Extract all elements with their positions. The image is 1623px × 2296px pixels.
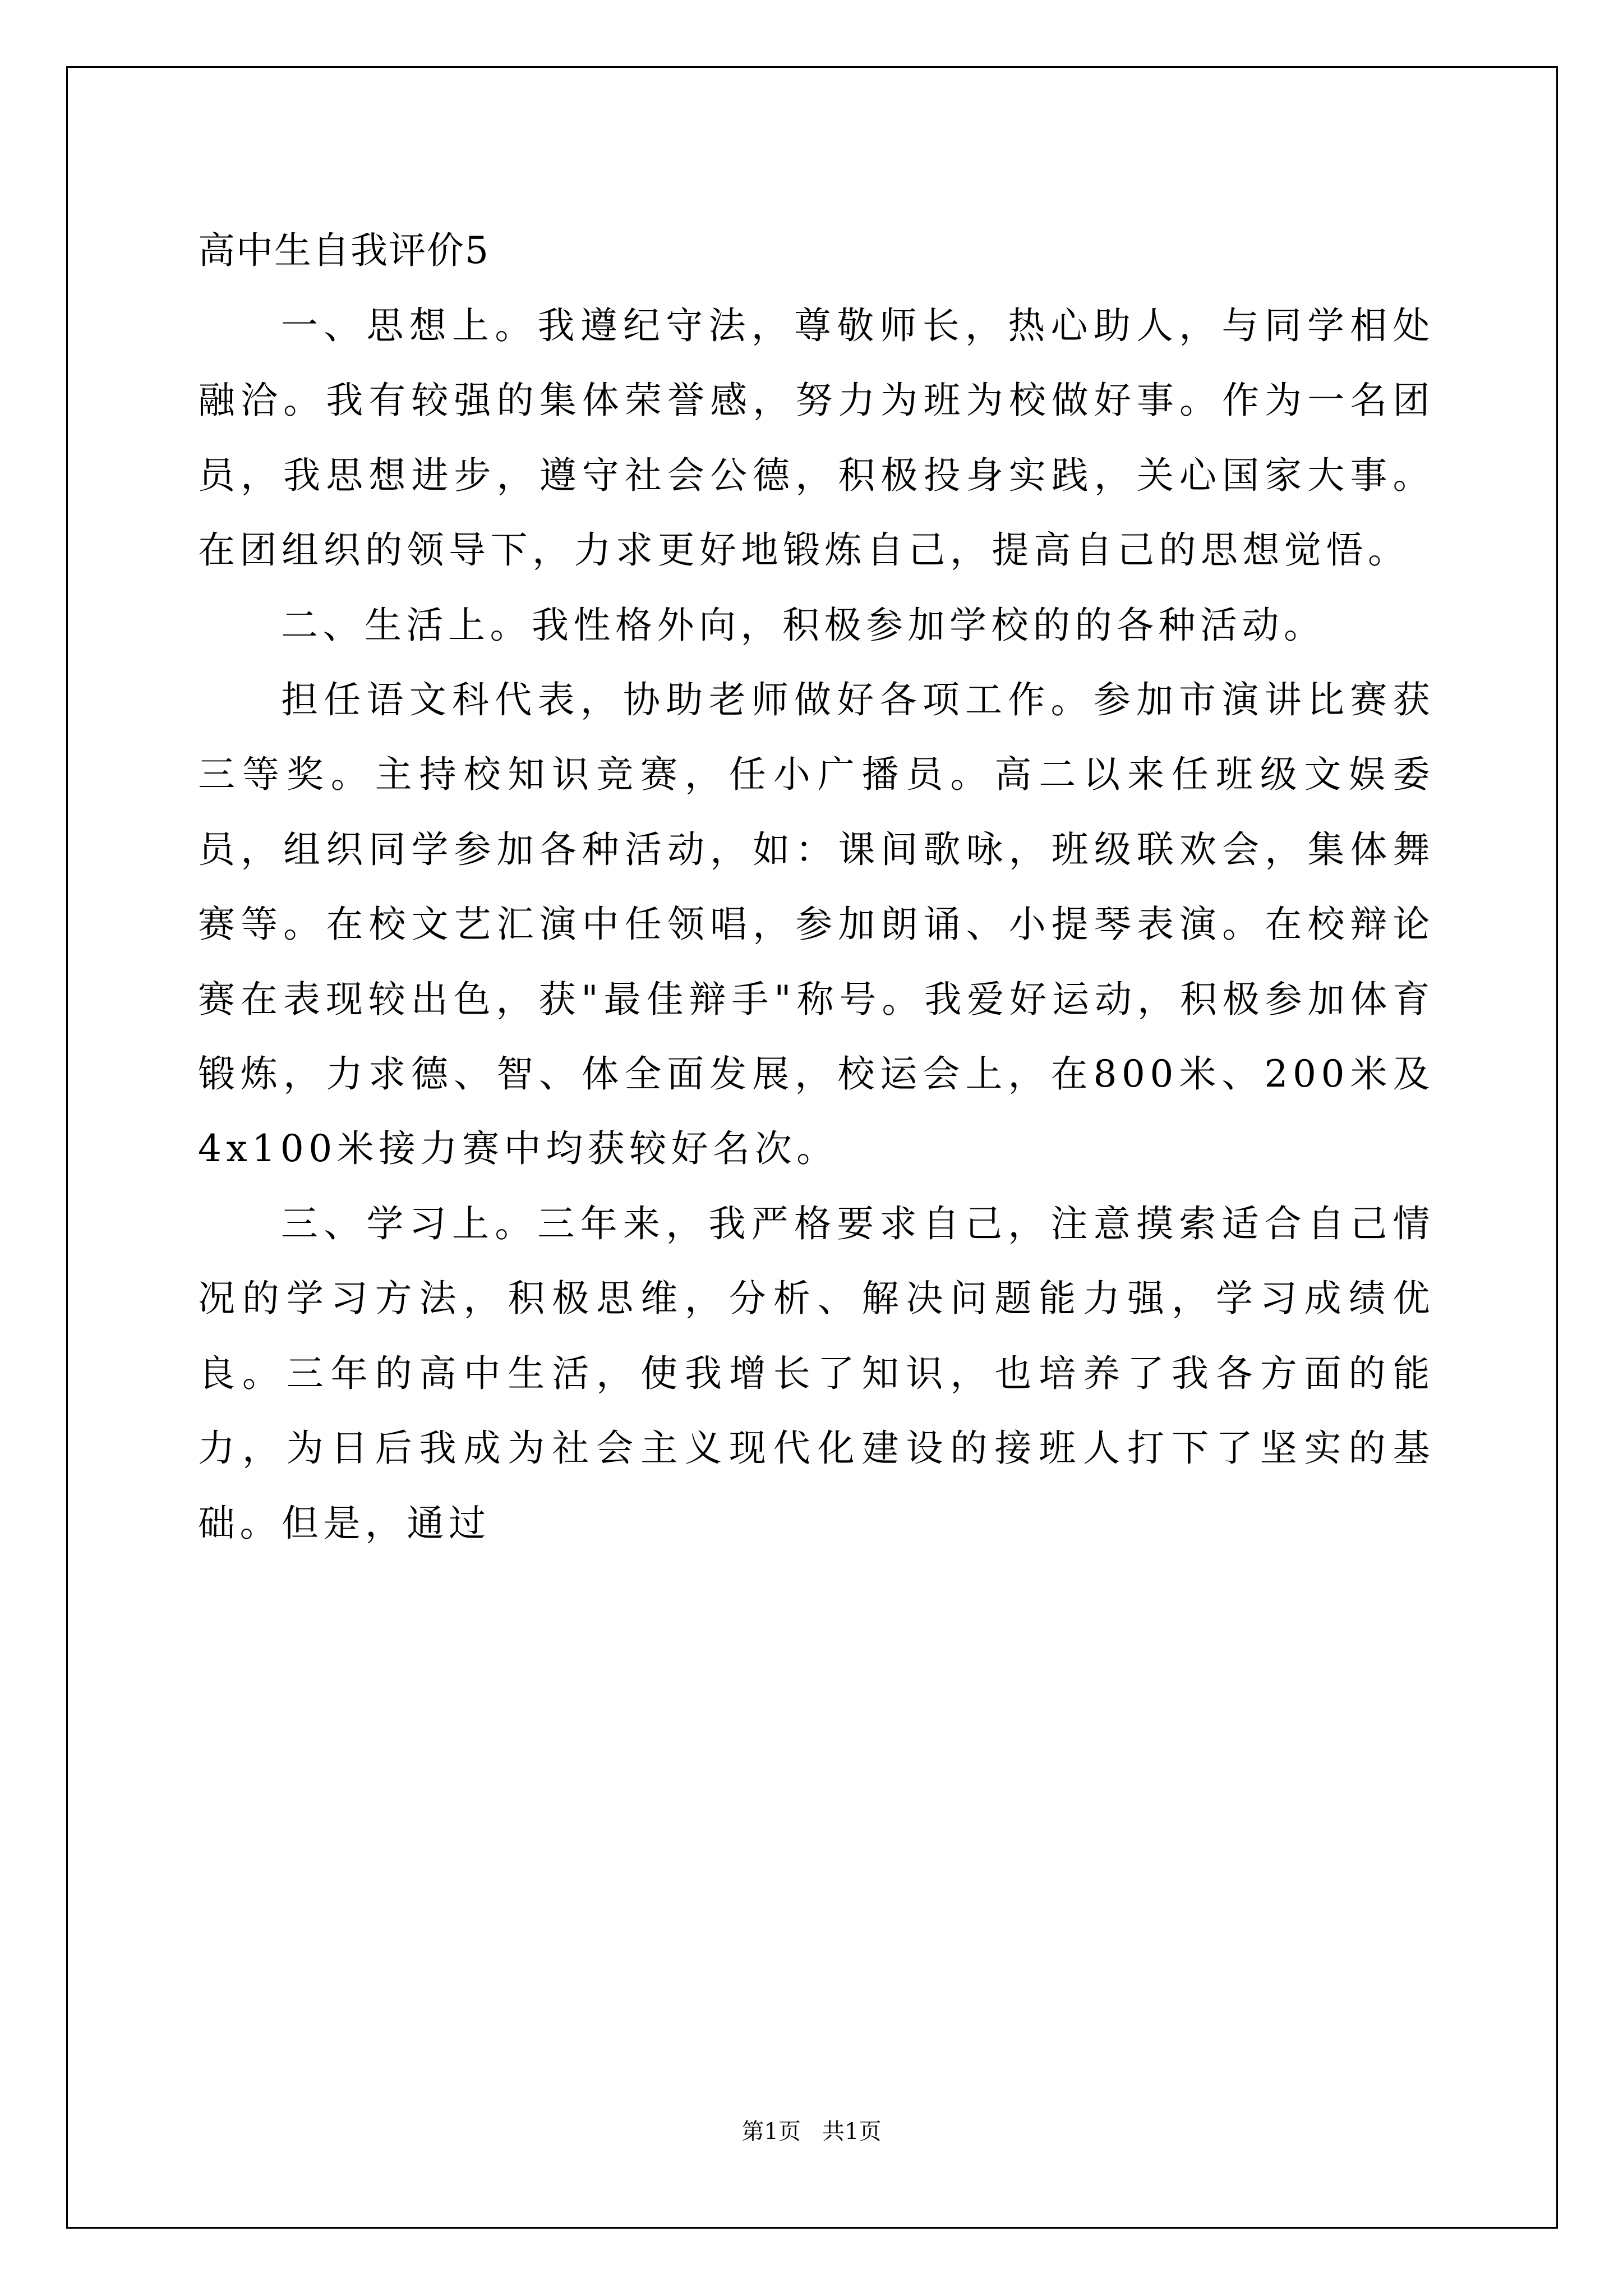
paragraph-life: 二、生活上。我性格外向，积极参加学校的的各种活动。 — [281, 603, 1326, 647]
document-body — [198, 213, 1435, 1561]
paragraph-thought: 一、思想上。我遵纪守法，尊敬师长，热心助人，与同学相处融洽。我有较强的集体荣誉感，努力为班为校做好事。作为一名团员，我思想进步，遵守社会公德，积极投身实践，关心国家大事。在团组织的领导下，力求更好地锻炼自己，提高自己的思想觉悟。 — [198, 304, 1435, 572]
paragraph-study: 三、学习上。三年来，我严格要求自己，注意摸索适合自己情况的学习方法，积极思维，分析、解决问题能力强，学习成绩优良。三年的高中生活，使我增长了知识，也培养了我各方面的能力，为日后我成为社会主义现代化建设的接班人打下了坚实的基础。但是，通过 — [198, 1202, 1435, 1545]
page-footer: 第1页 共1页 — [741, 2119, 882, 2145]
paragraph-activities: 担任语文科代表，协助老师做好各项工作。参加市演讲比赛获三等奖。主持校知识竞赛，任小广播员。高二以来任班级文娱委员，组织同学参加各种活动，如：课间歌咏，班级联欢会，集体舞赛等。在校文艺汇演中任领唱，参加朗诵、小提琴表演。在校辩论赛在表现较出色，获"最佳辩手"称号。我爱好运动，积极参加体育锻炼，力求德、智、体全面发展，校运会上，在800米、200米及4x100米接力赛中均获较好名次。 — [198, 678, 1435, 1171]
document-title: 高中生自我评价5 — [198, 229, 490, 272]
